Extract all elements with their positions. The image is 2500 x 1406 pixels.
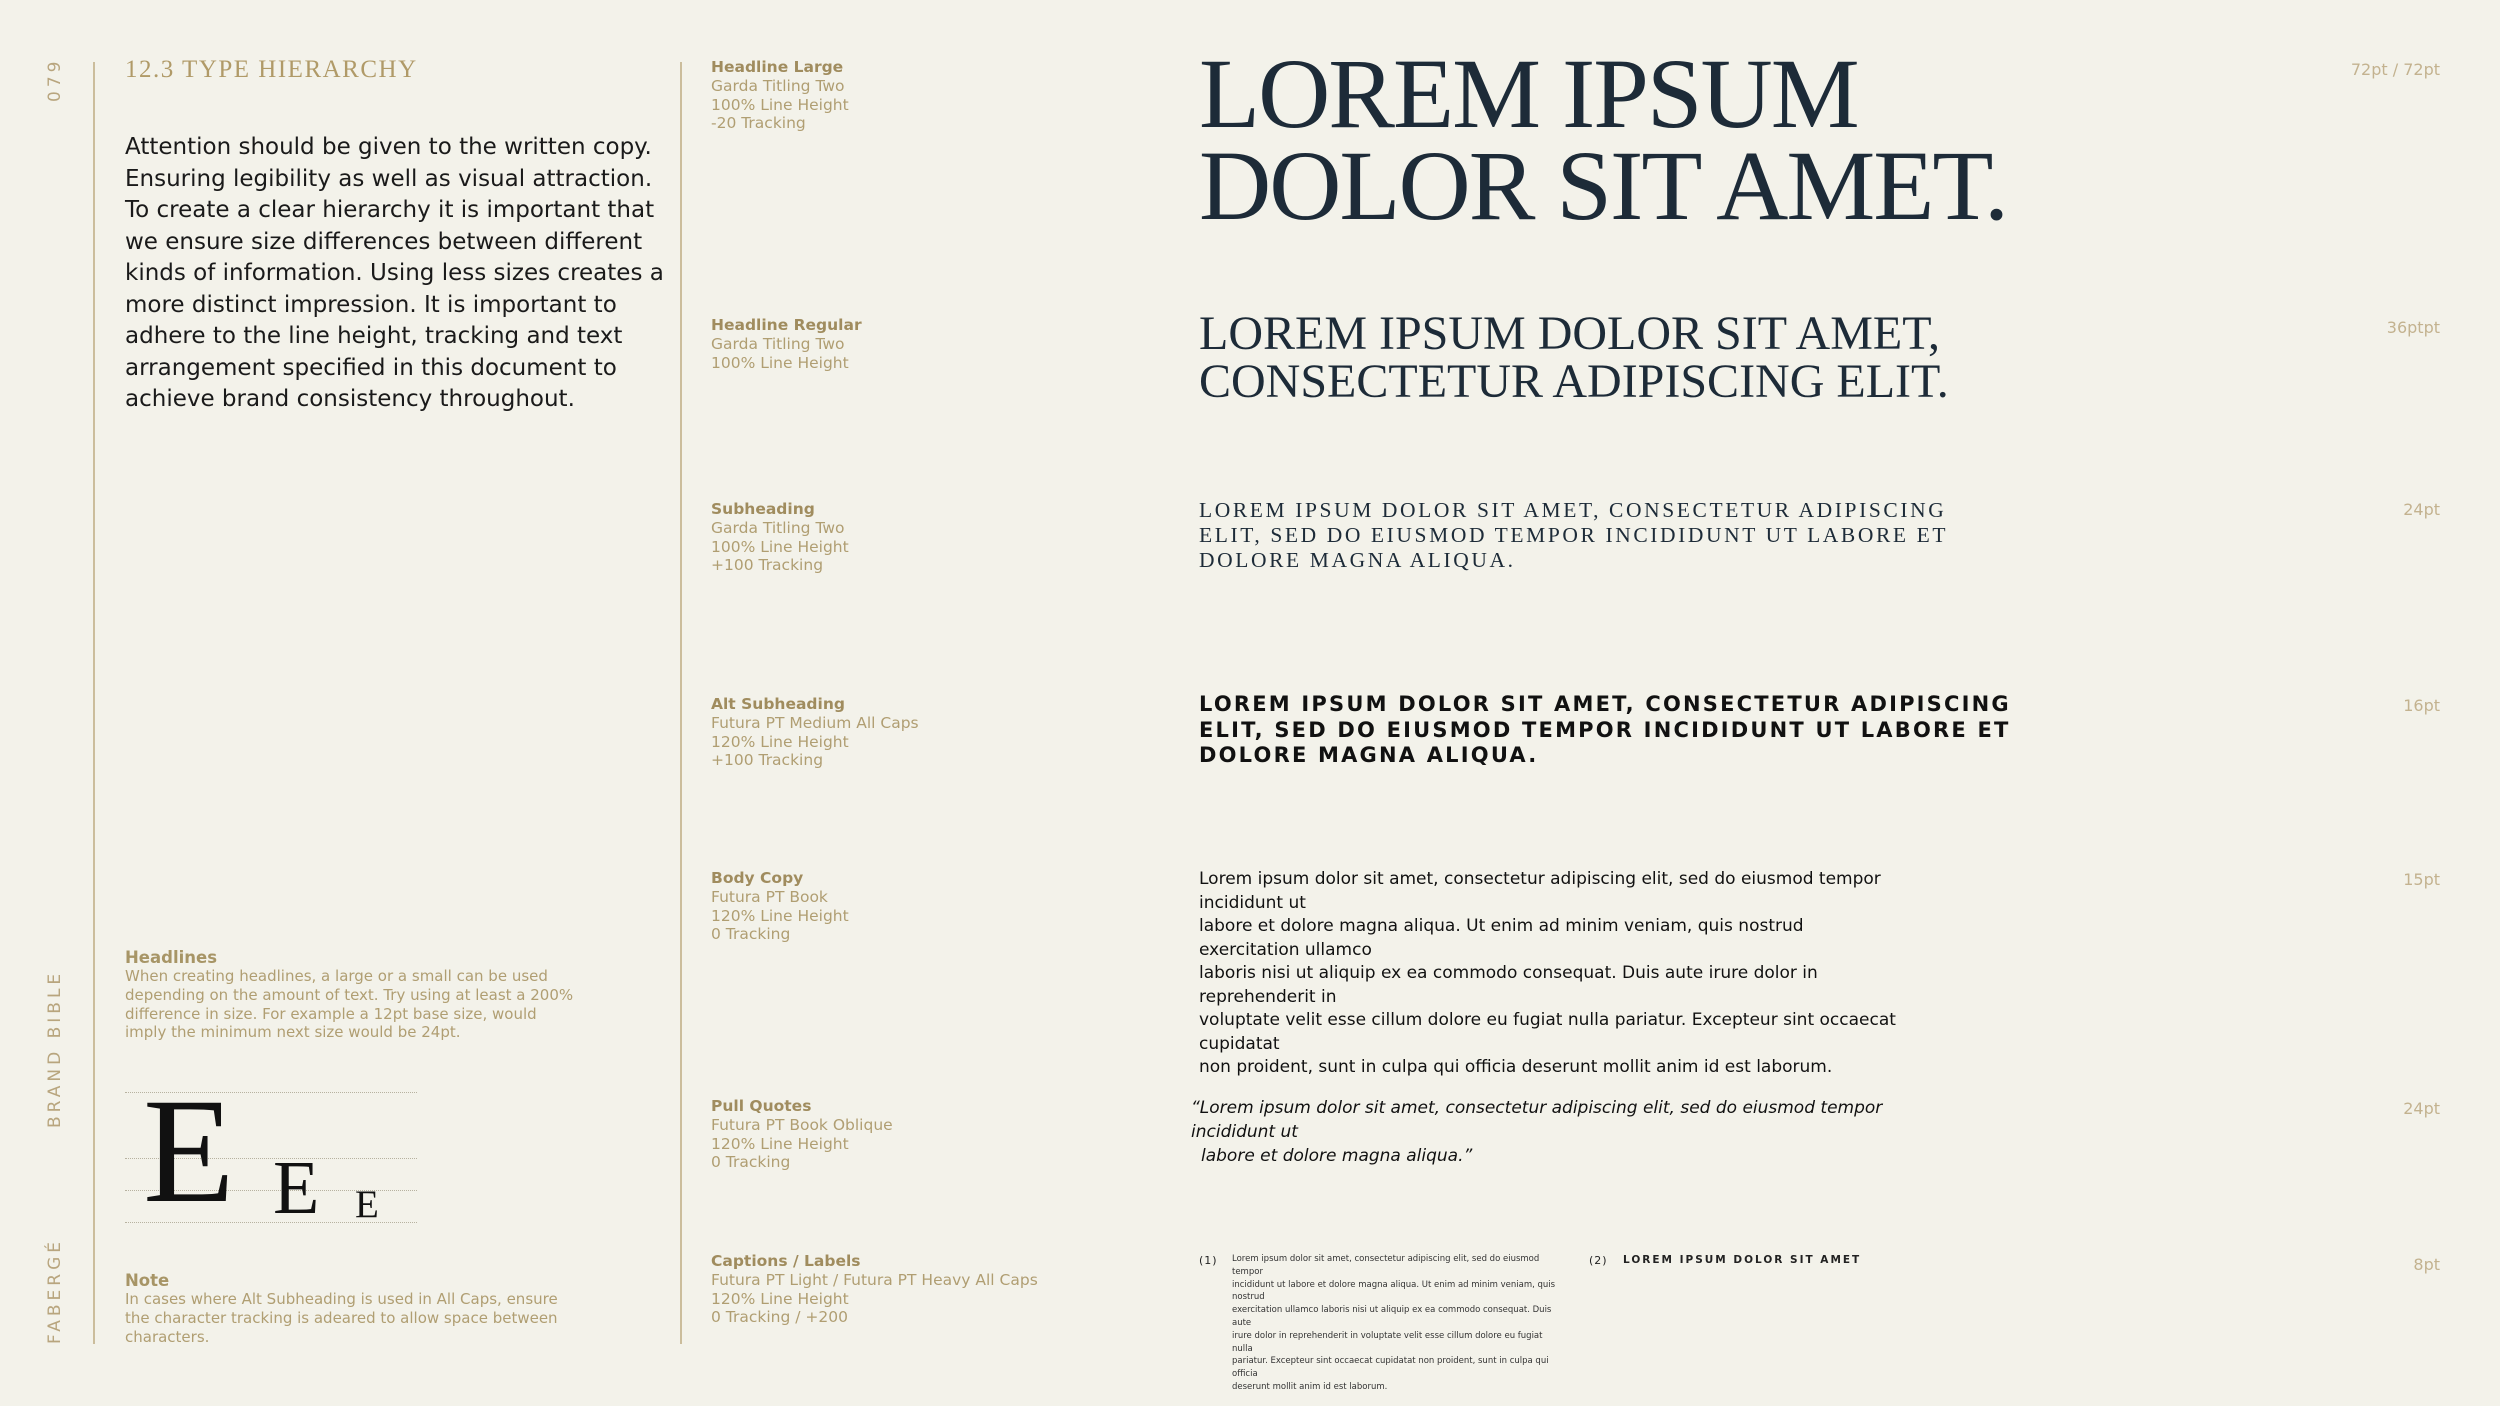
sample-line: DOLORE MAGNA ALIQUA. (1199, 548, 1516, 572)
spec-tracking: +100 Tracking (711, 556, 824, 575)
sample-line: DOLORE MAGNA ALIQUA. (1199, 743, 1539, 767)
spec-line-height: 100% Line Height (711, 537, 849, 556)
column-divider (680, 62, 682, 1344)
headlines-note-body: When creating headlines, a large or a small can be used depending on the amount of text. Try using at least a 200% difference in size. For example a 12pt base size, would imply the minimum next size would be 24pt. (125, 967, 574, 1042)
spec-line-height: 120% Line Height (711, 906, 849, 925)
spec-font: Futura PT Light / Futura PT Heavy All Caps (711, 1270, 1038, 1289)
sample-line: labore et dolore magna aliqua. Ut enim ad minim veniam, quis nostrud exercitation ullamco (1199, 916, 1804, 960)
spec-body-copy (711, 869, 849, 944)
sample-headline-regular (1199, 307, 1949, 408)
sample-line: laboris nisi ut aliquip ex ea commodo consequat. Duis aute irure dolor in reprehenderit in (1199, 963, 1818, 1007)
rail-divider (93, 62, 95, 1344)
size-pull-quotes: 24pt (2403, 1099, 2440, 1118)
spec-font: Garda Titling Two (711, 518, 845, 537)
spec-name: Alt Subheading (711, 695, 845, 713)
size-headline-large: 72pt / 72pt (2350, 60, 2440, 79)
size-alt-subheading: 16pt (2403, 696, 2440, 715)
spec-name: Headline Large (711, 58, 844, 76)
label-number: (2) (1589, 1254, 1608, 1267)
sample-line: DOLOR SIT AMET. (1199, 130, 2007, 241)
spec-line-height: 120% Line Height (711, 1134, 849, 1153)
spec-tracking: 0 Tracking (711, 1153, 791, 1172)
size-body-copy: 15pt (2403, 870, 2440, 889)
sample-line: Lorem ipsum dolor sit amet, consectetur adipiscing elit, sed do eiusmod tempor incididunt ut (1199, 869, 1881, 913)
caption-line: pariatur. Excepteur sint occaecat cupidatat non proident, sunt in culpa qui officia (1232, 1356, 1549, 1380)
spec-font: Futura PT Book (711, 887, 828, 906)
spec-line-height: 120% Line Height (711, 1289, 849, 1308)
sample-line: LOREM IPSUM DOLOR SIT AMET, CONSECTETUR ADIPISCING (1199, 498, 1947, 522)
small-e-glyph: E (355, 1183, 379, 1226)
spec-name: Body Copy (711, 869, 804, 887)
page-number: 079 (45, 57, 65, 102)
note-title: Note (125, 1271, 170, 1290)
intro-paragraph: Attention should be given to the written copy. Ensuring legibility as well as visual attraction. To create a clear hierarchy it is important that we ensure size differences between different kinds of information. Using less sizes creates a more distinct impression. It is important to adhere to the line height, tracking and text arrangement specified in this document to achieve brand consistency throughout. (125, 134, 664, 412)
caption-line: irure dolor in reprehenderit in voluptate velit esse cillum dolore eu fugiat nulla (1232, 1330, 1543, 1354)
caption-number: (1) (1199, 1254, 1218, 1267)
section-title: 12.3 TYPE HIERARCHY (125, 56, 418, 83)
sample-caption (1232, 1253, 1557, 1394)
spec-name: Pull Quotes (711, 1097, 812, 1115)
sample-subheading (1199, 498, 1948, 573)
sample-line: voluptate velit esse cillum dolore eu fugiat nulla pariatur. Excepteur sint occaecat cupidatat (1199, 1010, 1896, 1054)
sample-headline-large (1199, 38, 2007, 241)
sample-line: non proident, sunt in culpa qui officia deserunt mollit anim id est laborum. (1199, 1057, 1833, 1077)
medium-e-glyph: E (273, 1146, 320, 1230)
sample-line: LOREM IPSUM DOLOR SIT AMET, (1199, 307, 1940, 360)
spec-font: Futura PT Book Oblique (711, 1115, 893, 1134)
caption-line: exercitation ullamco laboris nisi ut aliquip ex ea commodo consequat. Duis aute (1232, 1305, 1552, 1328)
sample-line: ELIT, SED DO EIUSMOD TEMPOR INCIDIDUNT UT LABORE ET (1199, 717, 2011, 742)
size-captions: 8pt (2413, 1255, 2440, 1274)
size-subheading: 24pt (2403, 500, 2440, 519)
spec-line-height: 120% Line Height (711, 732, 849, 751)
spec-tracking: -20 Tracking (711, 114, 806, 133)
spec-line-height: 100% Line Height (711, 95, 849, 114)
brand-bible-label: BRAND BIBLE (45, 969, 65, 1128)
sample-line: labore et dolore magna aliqua.” (1201, 1146, 1473, 1166)
headlines-note-title: Headlines (125, 948, 218, 967)
spec-font: Futura PT Medium All Caps (711, 713, 919, 732)
sample-line: “Lorem ipsum dolor sit amet, consectetur adipiscing elit, sed do eiusmod tempor incididunt ut (1191, 1098, 1883, 1142)
large-e-glyph: E (143, 1068, 235, 1234)
sample-line: LOREM IPSUM DOLOR SIT AMET, CONSECTETUR ADIPISCING (1199, 692, 2011, 716)
spec-pull-quotes (711, 1097, 893, 1172)
spec-font: Garda Titling Two (711, 76, 845, 95)
sample-alt-subheading (1199, 692, 2011, 769)
spec-headline-large (711, 58, 849, 133)
caption-line: incididunt ut labore et dolore magna aliqua. Ut enim ad minim veniam, quis nostrud (1232, 1279, 1556, 1303)
spec-name: Subheading (711, 500, 815, 518)
headlines-note (125, 948, 575, 1042)
spec-alt-subheading (711, 695, 919, 770)
size-headline-regular: 36ptpt (2386, 318, 2440, 337)
spec-headline-regular (711, 316, 862, 372)
sample-line: ELIT, SED DO EIUSMOD TEMPOR INCIDIDUNT UT LABORE ET (1199, 523, 1949, 547)
sample-pull-quote (1191, 1096, 1911, 1168)
spec-line-height: 100% Line Height (711, 353, 849, 372)
spec-captions (711, 1252, 1038, 1327)
spec-subheading (711, 500, 849, 575)
sample-body-copy (1199, 868, 1899, 1080)
spec-tracking: +100 Tracking (711, 751, 824, 770)
brand-name: FABERGÉ (45, 1238, 65, 1344)
note-body: In cases where Alt Subheading is used in All Caps, ensure the character tracking is adeared to allow space between characters. (125, 1290, 558, 1346)
caption-line: deserunt mollit anim id est laborum. (1232, 1381, 1388, 1392)
caption-line: Lorem ipsum dolor sit amet, consectetur adipiscing elit, sed do eiusmod tempor (1232, 1254, 1540, 1277)
spec-font: Garda Titling Two (711, 334, 845, 353)
sample-line: CONSECTETUR ADIPISCING ELIT. (1199, 355, 1949, 408)
sample-label: LOREM IPSUM DOLOR SIT AMET (1623, 1254, 1862, 1266)
spec-name: Headline Regular (711, 316, 862, 334)
spec-tracking: 0 Tracking / +200 (711, 1308, 848, 1327)
sample-line: LOREM IPSUM (1199, 38, 1858, 149)
note-block (125, 1271, 565, 1346)
spec-tracking: 0 Tracking (711, 925, 791, 944)
spec-name: Captions / Labels (711, 1252, 861, 1270)
